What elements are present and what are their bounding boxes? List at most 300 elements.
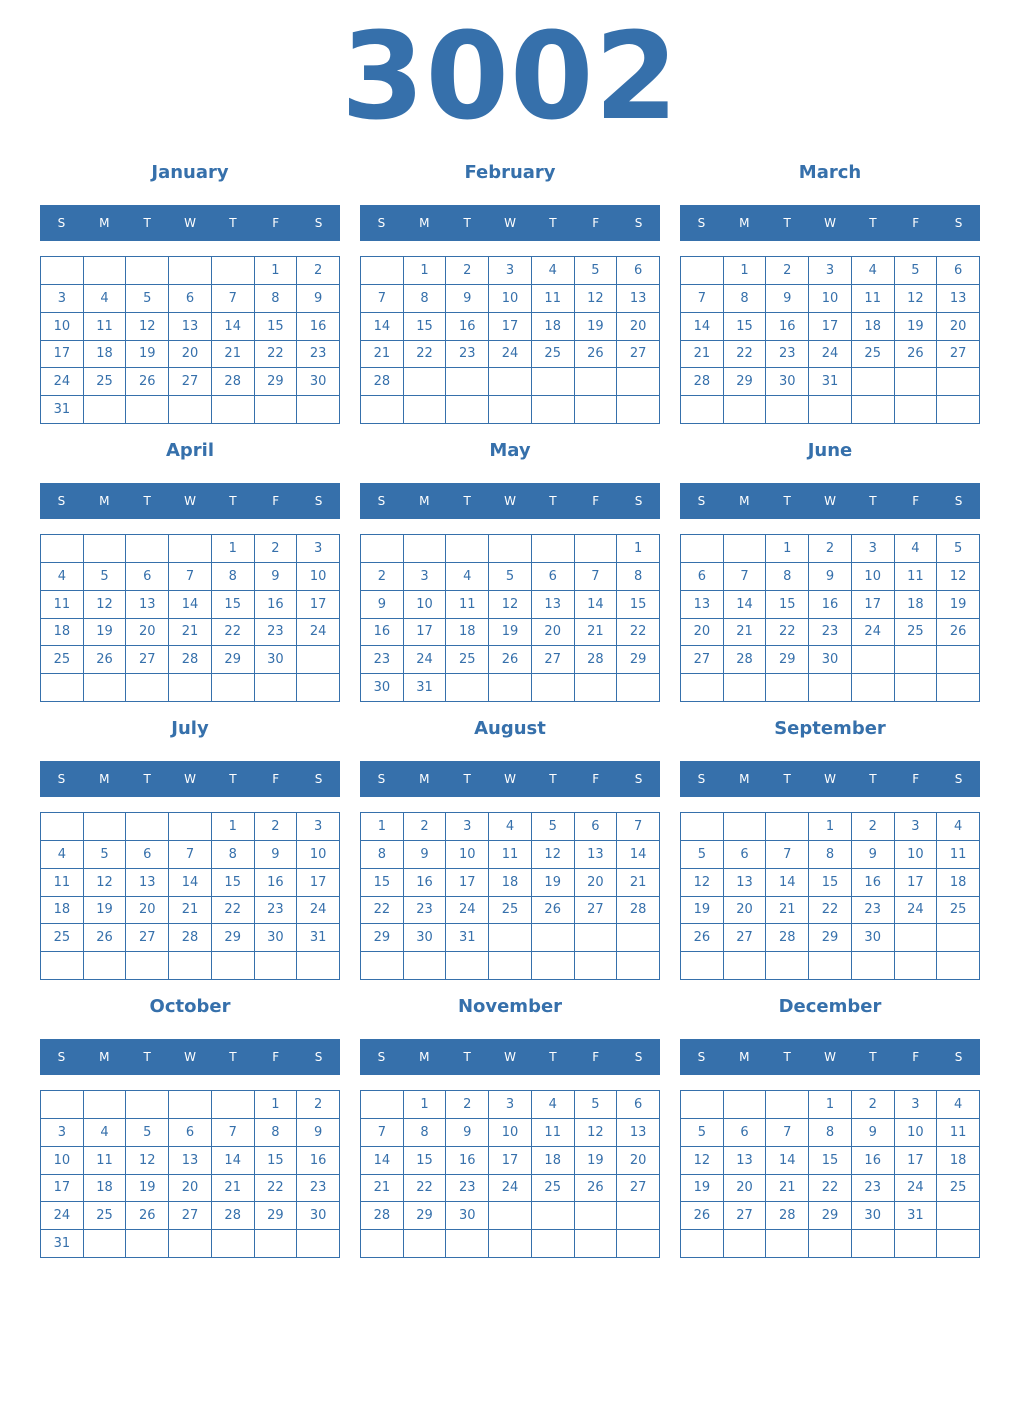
weekday-label: W <box>504 772 516 786</box>
empty-day-cell <box>41 1091 84 1119</box>
weekday-label: F <box>912 772 920 786</box>
day-cell: 23 <box>255 619 298 647</box>
day-cell: 19 <box>681 897 724 925</box>
day-cell: 24 <box>895 897 938 925</box>
empty-day-cell <box>617 1202 660 1230</box>
empty-day-cell <box>84 952 127 980</box>
weekday-label: T <box>783 494 791 508</box>
day-cell: 7 <box>766 1119 809 1147</box>
day-cell: 8 <box>617 563 660 591</box>
day-grid <box>360 812 660 980</box>
day-cell: 31 <box>41 1230 84 1258</box>
weekday-label: S <box>57 772 66 786</box>
empty-day-cell <box>766 396 809 424</box>
day-cell: 24 <box>809 341 852 369</box>
day-cell: 9 <box>361 591 404 619</box>
empty-day-cell <box>681 674 724 702</box>
day-cell: 20 <box>169 1175 212 1203</box>
empty-day-cell <box>681 1091 724 1119</box>
weekday-label: S <box>634 494 643 508</box>
weekday-label: S <box>954 494 963 508</box>
empty-day-cell <box>41 257 84 285</box>
day-cell: 7 <box>212 285 255 313</box>
day-cell: 14 <box>212 313 255 341</box>
day-cell: 8 <box>255 1119 298 1147</box>
empty-day-cell <box>895 368 938 396</box>
month-title: July <box>171 718 209 739</box>
day-cell: 20 <box>617 1147 660 1175</box>
empty-day-cell <box>169 1230 212 1258</box>
empty-day-cell <box>297 952 340 980</box>
day-cell: 22 <box>617 619 660 647</box>
empty-day-cell <box>169 257 212 285</box>
weekday-label: W <box>184 772 196 786</box>
day-cell: 16 <box>361 619 404 647</box>
day-cell: 16 <box>766 313 809 341</box>
weekday-header <box>360 1039 660 1075</box>
empty-day-cell <box>446 396 489 424</box>
day-cell: 16 <box>255 869 298 897</box>
day-cell: 31 <box>41 396 84 424</box>
day-cell: 22 <box>212 897 255 925</box>
empty-day-cell <box>681 952 724 980</box>
day-cell: 11 <box>489 841 532 869</box>
weekday-label: T <box>869 772 877 786</box>
day-cell: 28 <box>766 924 809 952</box>
day-cell: 1 <box>212 535 255 563</box>
day-cell: 4 <box>41 563 84 591</box>
weekday-label: M <box>419 216 430 230</box>
day-cell: 13 <box>617 1119 660 1147</box>
empty-day-cell <box>617 924 660 952</box>
day-cell: 3 <box>895 813 938 841</box>
empty-day-cell <box>169 1091 212 1119</box>
day-cell: 24 <box>895 1175 938 1203</box>
day-cell: 2 <box>297 257 340 285</box>
day-cell: 22 <box>766 619 809 647</box>
day-cell: 20 <box>126 897 169 925</box>
day-cell: 10 <box>41 1147 84 1175</box>
day-cell: 8 <box>361 841 404 869</box>
empty-day-cell <box>489 368 532 396</box>
empty-day-cell <box>852 952 895 980</box>
weekday-label: F <box>272 772 280 786</box>
weekday-header <box>680 1039 980 1075</box>
day-cell: 15 <box>255 313 298 341</box>
day-cell: 14 <box>766 1147 809 1175</box>
day-cell: 11 <box>532 285 575 313</box>
empty-day-cell <box>895 396 938 424</box>
day-grid <box>360 534 660 702</box>
day-cell: 1 <box>255 257 298 285</box>
weekday-label: M <box>99 1050 110 1064</box>
day-cell: 23 <box>446 1175 489 1203</box>
day-cell: 2 <box>766 257 809 285</box>
weekday-label: S <box>314 772 323 786</box>
weekday-label: F <box>912 216 920 230</box>
day-cell: 11 <box>446 591 489 619</box>
weekday-label: F <box>272 216 280 230</box>
day-cell: 21 <box>724 619 767 647</box>
day-cell: 23 <box>809 619 852 647</box>
day-cell: 23 <box>361 646 404 674</box>
weekday-label: M <box>739 494 750 508</box>
day-cell: 25 <box>532 341 575 369</box>
day-cell: 7 <box>169 563 212 591</box>
day-cell: 27 <box>169 1202 212 1230</box>
day-cell: 11 <box>937 1119 980 1147</box>
weekday-label: W <box>184 216 196 230</box>
day-grid <box>360 1090 660 1258</box>
day-cell: 14 <box>169 869 212 897</box>
day-cell: 10 <box>489 1119 532 1147</box>
weekday-label: M <box>99 216 110 230</box>
day-cell: 4 <box>446 563 489 591</box>
empty-day-cell <box>84 396 127 424</box>
day-cell: 9 <box>255 841 298 869</box>
day-cell: 15 <box>724 313 767 341</box>
day-cell: 3 <box>404 563 447 591</box>
day-grid <box>680 1090 980 1258</box>
weekday-label: W <box>504 216 516 230</box>
day-cell: 21 <box>212 1175 255 1203</box>
day-cell: 11 <box>41 591 84 619</box>
empty-day-cell <box>297 396 340 424</box>
empty-day-cell <box>404 1230 447 1258</box>
day-cell: 2 <box>255 535 298 563</box>
empty-day-cell <box>446 368 489 396</box>
day-cell: 19 <box>126 341 169 369</box>
day-cell: 26 <box>84 924 127 952</box>
empty-day-cell <box>852 674 895 702</box>
day-cell: 31 <box>297 924 340 952</box>
day-cell: 27 <box>617 341 660 369</box>
empty-day-cell <box>212 1230 255 1258</box>
day-cell: 27 <box>681 646 724 674</box>
weekday-label: S <box>377 216 386 230</box>
day-cell: 8 <box>809 841 852 869</box>
day-cell: 8 <box>404 285 447 313</box>
day-cell: 12 <box>84 869 127 897</box>
day-cell: 23 <box>446 341 489 369</box>
day-cell: 5 <box>681 841 724 869</box>
day-cell: 23 <box>297 341 340 369</box>
weekday-label: W <box>184 494 196 508</box>
day-cell: 12 <box>126 1147 169 1175</box>
day-cell: 25 <box>532 1175 575 1203</box>
day-cell: 15 <box>404 1147 447 1175</box>
day-cell: 11 <box>41 869 84 897</box>
day-cell: 19 <box>84 897 127 925</box>
day-cell: 26 <box>84 646 127 674</box>
weekday-label: T <box>143 216 151 230</box>
empty-day-cell <box>937 924 980 952</box>
day-cell: 10 <box>852 563 895 591</box>
day-cell: 27 <box>575 897 618 925</box>
day-cell: 29 <box>766 646 809 674</box>
day-cell: 5 <box>532 813 575 841</box>
day-cell: 27 <box>724 1202 767 1230</box>
day-cell: 20 <box>169 341 212 369</box>
day-cell: 2 <box>852 813 895 841</box>
day-cell: 20 <box>617 313 660 341</box>
day-cell: 26 <box>126 368 169 396</box>
empty-day-cell <box>895 646 938 674</box>
day-cell: 30 <box>297 368 340 396</box>
weekday-label: W <box>824 216 836 230</box>
day-cell: 7 <box>724 563 767 591</box>
empty-day-cell <box>809 1230 852 1258</box>
empty-day-cell <box>489 924 532 952</box>
day-cell: 6 <box>724 1119 767 1147</box>
day-cell: 5 <box>84 563 127 591</box>
day-cell: 16 <box>404 869 447 897</box>
empty-day-cell <box>126 674 169 702</box>
empty-day-cell <box>169 952 212 980</box>
empty-day-cell <box>937 396 980 424</box>
day-cell: 29 <box>255 368 298 396</box>
day-cell: 14 <box>766 869 809 897</box>
day-cell: 25 <box>895 619 938 647</box>
empty-day-cell <box>937 646 980 674</box>
empty-day-cell <box>681 1230 724 1258</box>
weekday-label: W <box>184 1050 196 1064</box>
empty-day-cell <box>41 674 84 702</box>
day-cell: 24 <box>41 368 84 396</box>
weekday-label: T <box>783 216 791 230</box>
empty-day-cell <box>617 396 660 424</box>
day-cell: 12 <box>575 285 618 313</box>
day-cell: 24 <box>297 619 340 647</box>
day-cell: 5 <box>937 535 980 563</box>
month-title: January <box>151 162 229 183</box>
day-cell: 22 <box>809 897 852 925</box>
day-cell: 13 <box>126 591 169 619</box>
day-cell: 18 <box>41 619 84 647</box>
empty-day-cell <box>852 1230 895 1258</box>
day-cell: 8 <box>255 285 298 313</box>
day-cell: 1 <box>212 813 255 841</box>
day-cell: 22 <box>404 1175 447 1203</box>
day-cell: 3 <box>297 535 340 563</box>
empty-day-cell <box>41 535 84 563</box>
day-cell: 4 <box>852 257 895 285</box>
day-cell: 27 <box>532 646 575 674</box>
day-cell: 18 <box>84 1175 127 1203</box>
day-cell: 5 <box>84 841 127 869</box>
day-cell: 11 <box>532 1119 575 1147</box>
day-cell: 6 <box>126 841 169 869</box>
day-cell: 19 <box>126 1175 169 1203</box>
day-cell: 1 <box>255 1091 298 1119</box>
day-cell: 20 <box>724 897 767 925</box>
empty-day-cell <box>724 813 767 841</box>
empty-day-cell <box>895 674 938 702</box>
day-cell: 3 <box>41 285 84 313</box>
empty-day-cell <box>809 952 852 980</box>
day-cell: 18 <box>41 897 84 925</box>
weekday-header <box>680 483 980 519</box>
day-cell: 25 <box>937 897 980 925</box>
day-grid <box>680 812 980 980</box>
day-cell: 25 <box>937 1175 980 1203</box>
day-cell: 11 <box>84 313 127 341</box>
month-title: June <box>807 440 853 461</box>
day-grid <box>40 256 340 424</box>
day-grid <box>360 256 660 424</box>
weekday-label: T <box>463 772 471 786</box>
empty-day-cell <box>766 813 809 841</box>
day-cell: 26 <box>937 619 980 647</box>
weekday-label: S <box>314 216 323 230</box>
day-cell: 9 <box>404 841 447 869</box>
weekday-label: S <box>697 216 706 230</box>
empty-day-cell <box>532 924 575 952</box>
empty-day-cell <box>681 813 724 841</box>
day-cell: 7 <box>361 1119 404 1147</box>
day-cell: 19 <box>937 591 980 619</box>
day-cell: 2 <box>446 257 489 285</box>
day-cell: 16 <box>446 313 489 341</box>
day-cell: 18 <box>937 1147 980 1175</box>
day-cell: 22 <box>361 897 404 925</box>
day-cell: 10 <box>41 313 84 341</box>
empty-day-cell <box>84 1230 127 1258</box>
day-cell: 26 <box>532 897 575 925</box>
weekday-header <box>360 205 660 241</box>
day-cell: 1 <box>766 535 809 563</box>
empty-day-cell <box>255 674 298 702</box>
weekday-label: F <box>912 1050 920 1064</box>
month-title: April <box>165 440 215 461</box>
empty-day-cell <box>724 952 767 980</box>
empty-day-cell <box>126 1230 169 1258</box>
day-cell: 30 <box>766 368 809 396</box>
weekday-label: M <box>99 772 110 786</box>
month-title: May <box>489 440 531 461</box>
empty-day-cell <box>852 646 895 674</box>
empty-day-cell <box>404 396 447 424</box>
empty-day-cell <box>489 674 532 702</box>
day-cell: 29 <box>809 1202 852 1230</box>
weekday-header <box>40 1039 340 1075</box>
day-cell: 6 <box>169 1119 212 1147</box>
weekday-label: M <box>419 772 430 786</box>
empty-day-cell <box>297 674 340 702</box>
day-cell: 29 <box>617 646 660 674</box>
empty-day-cell <box>681 257 724 285</box>
day-cell: 6 <box>617 1091 660 1119</box>
day-cell: 23 <box>297 1175 340 1203</box>
day-cell: 16 <box>852 869 895 897</box>
empty-day-cell <box>617 1230 660 1258</box>
empty-day-cell <box>361 257 404 285</box>
empty-day-cell <box>724 674 767 702</box>
empty-day-cell <box>766 1230 809 1258</box>
day-cell: 29 <box>361 924 404 952</box>
day-cell: 21 <box>212 341 255 369</box>
day-cell: 7 <box>361 285 404 313</box>
weekday-label: F <box>912 494 920 508</box>
day-cell: 19 <box>681 1175 724 1203</box>
weekday-label: F <box>592 216 600 230</box>
empty-day-cell <box>681 396 724 424</box>
day-cell: 22 <box>255 341 298 369</box>
day-grid <box>680 534 980 702</box>
day-cell: 2 <box>852 1091 895 1119</box>
day-cell: 24 <box>446 897 489 925</box>
day-cell: 2 <box>255 813 298 841</box>
day-cell: 30 <box>852 924 895 952</box>
weekday-header <box>40 483 340 519</box>
day-cell: 4 <box>937 1091 980 1119</box>
weekday-label: T <box>229 216 237 230</box>
day-cell: 13 <box>532 591 575 619</box>
day-cell: 31 <box>895 1202 938 1230</box>
weekday-label: S <box>377 1050 386 1064</box>
day-cell: 3 <box>489 257 532 285</box>
day-cell: 4 <box>532 257 575 285</box>
day-cell: 21 <box>681 341 724 369</box>
day-cell: 16 <box>297 313 340 341</box>
day-cell: 2 <box>297 1091 340 1119</box>
empty-day-cell <box>446 952 489 980</box>
day-cell: 28 <box>169 924 212 952</box>
weekday-label: T <box>869 1050 877 1064</box>
day-cell: 19 <box>895 313 938 341</box>
day-cell: 15 <box>255 1147 298 1175</box>
day-cell: 17 <box>404 619 447 647</box>
weekday-label: S <box>377 494 386 508</box>
day-cell: 20 <box>532 619 575 647</box>
empty-day-cell <box>532 952 575 980</box>
day-cell: 11 <box>895 563 938 591</box>
empty-day-cell <box>361 952 404 980</box>
weekday-label: T <box>229 494 237 508</box>
day-cell: 9 <box>766 285 809 313</box>
empty-day-cell <box>937 952 980 980</box>
day-cell: 1 <box>361 813 404 841</box>
day-cell: 12 <box>937 563 980 591</box>
day-cell: 17 <box>297 591 340 619</box>
weekday-label: T <box>229 1050 237 1064</box>
day-cell: 6 <box>617 257 660 285</box>
empty-day-cell <box>617 368 660 396</box>
weekday-label: T <box>549 772 557 786</box>
weekday-label: F <box>592 494 600 508</box>
empty-day-cell <box>297 646 340 674</box>
day-cell: 21 <box>361 1175 404 1203</box>
day-cell: 22 <box>724 341 767 369</box>
day-cell: 13 <box>681 591 724 619</box>
empty-day-cell <box>532 368 575 396</box>
empty-day-cell <box>212 1091 255 1119</box>
day-cell: 12 <box>126 313 169 341</box>
day-cell: 6 <box>575 813 618 841</box>
day-grid <box>680 256 980 424</box>
month-title: February <box>464 162 556 183</box>
day-cell: 3 <box>489 1091 532 1119</box>
weekday-label: M <box>419 1050 430 1064</box>
weekday-label: S <box>57 1050 66 1064</box>
empty-day-cell <box>809 674 852 702</box>
empty-day-cell <box>532 535 575 563</box>
empty-day-cell <box>489 952 532 980</box>
weekday-label: S <box>634 216 643 230</box>
day-cell: 25 <box>41 924 84 952</box>
day-cell: 23 <box>766 341 809 369</box>
day-cell: 17 <box>895 1147 938 1175</box>
